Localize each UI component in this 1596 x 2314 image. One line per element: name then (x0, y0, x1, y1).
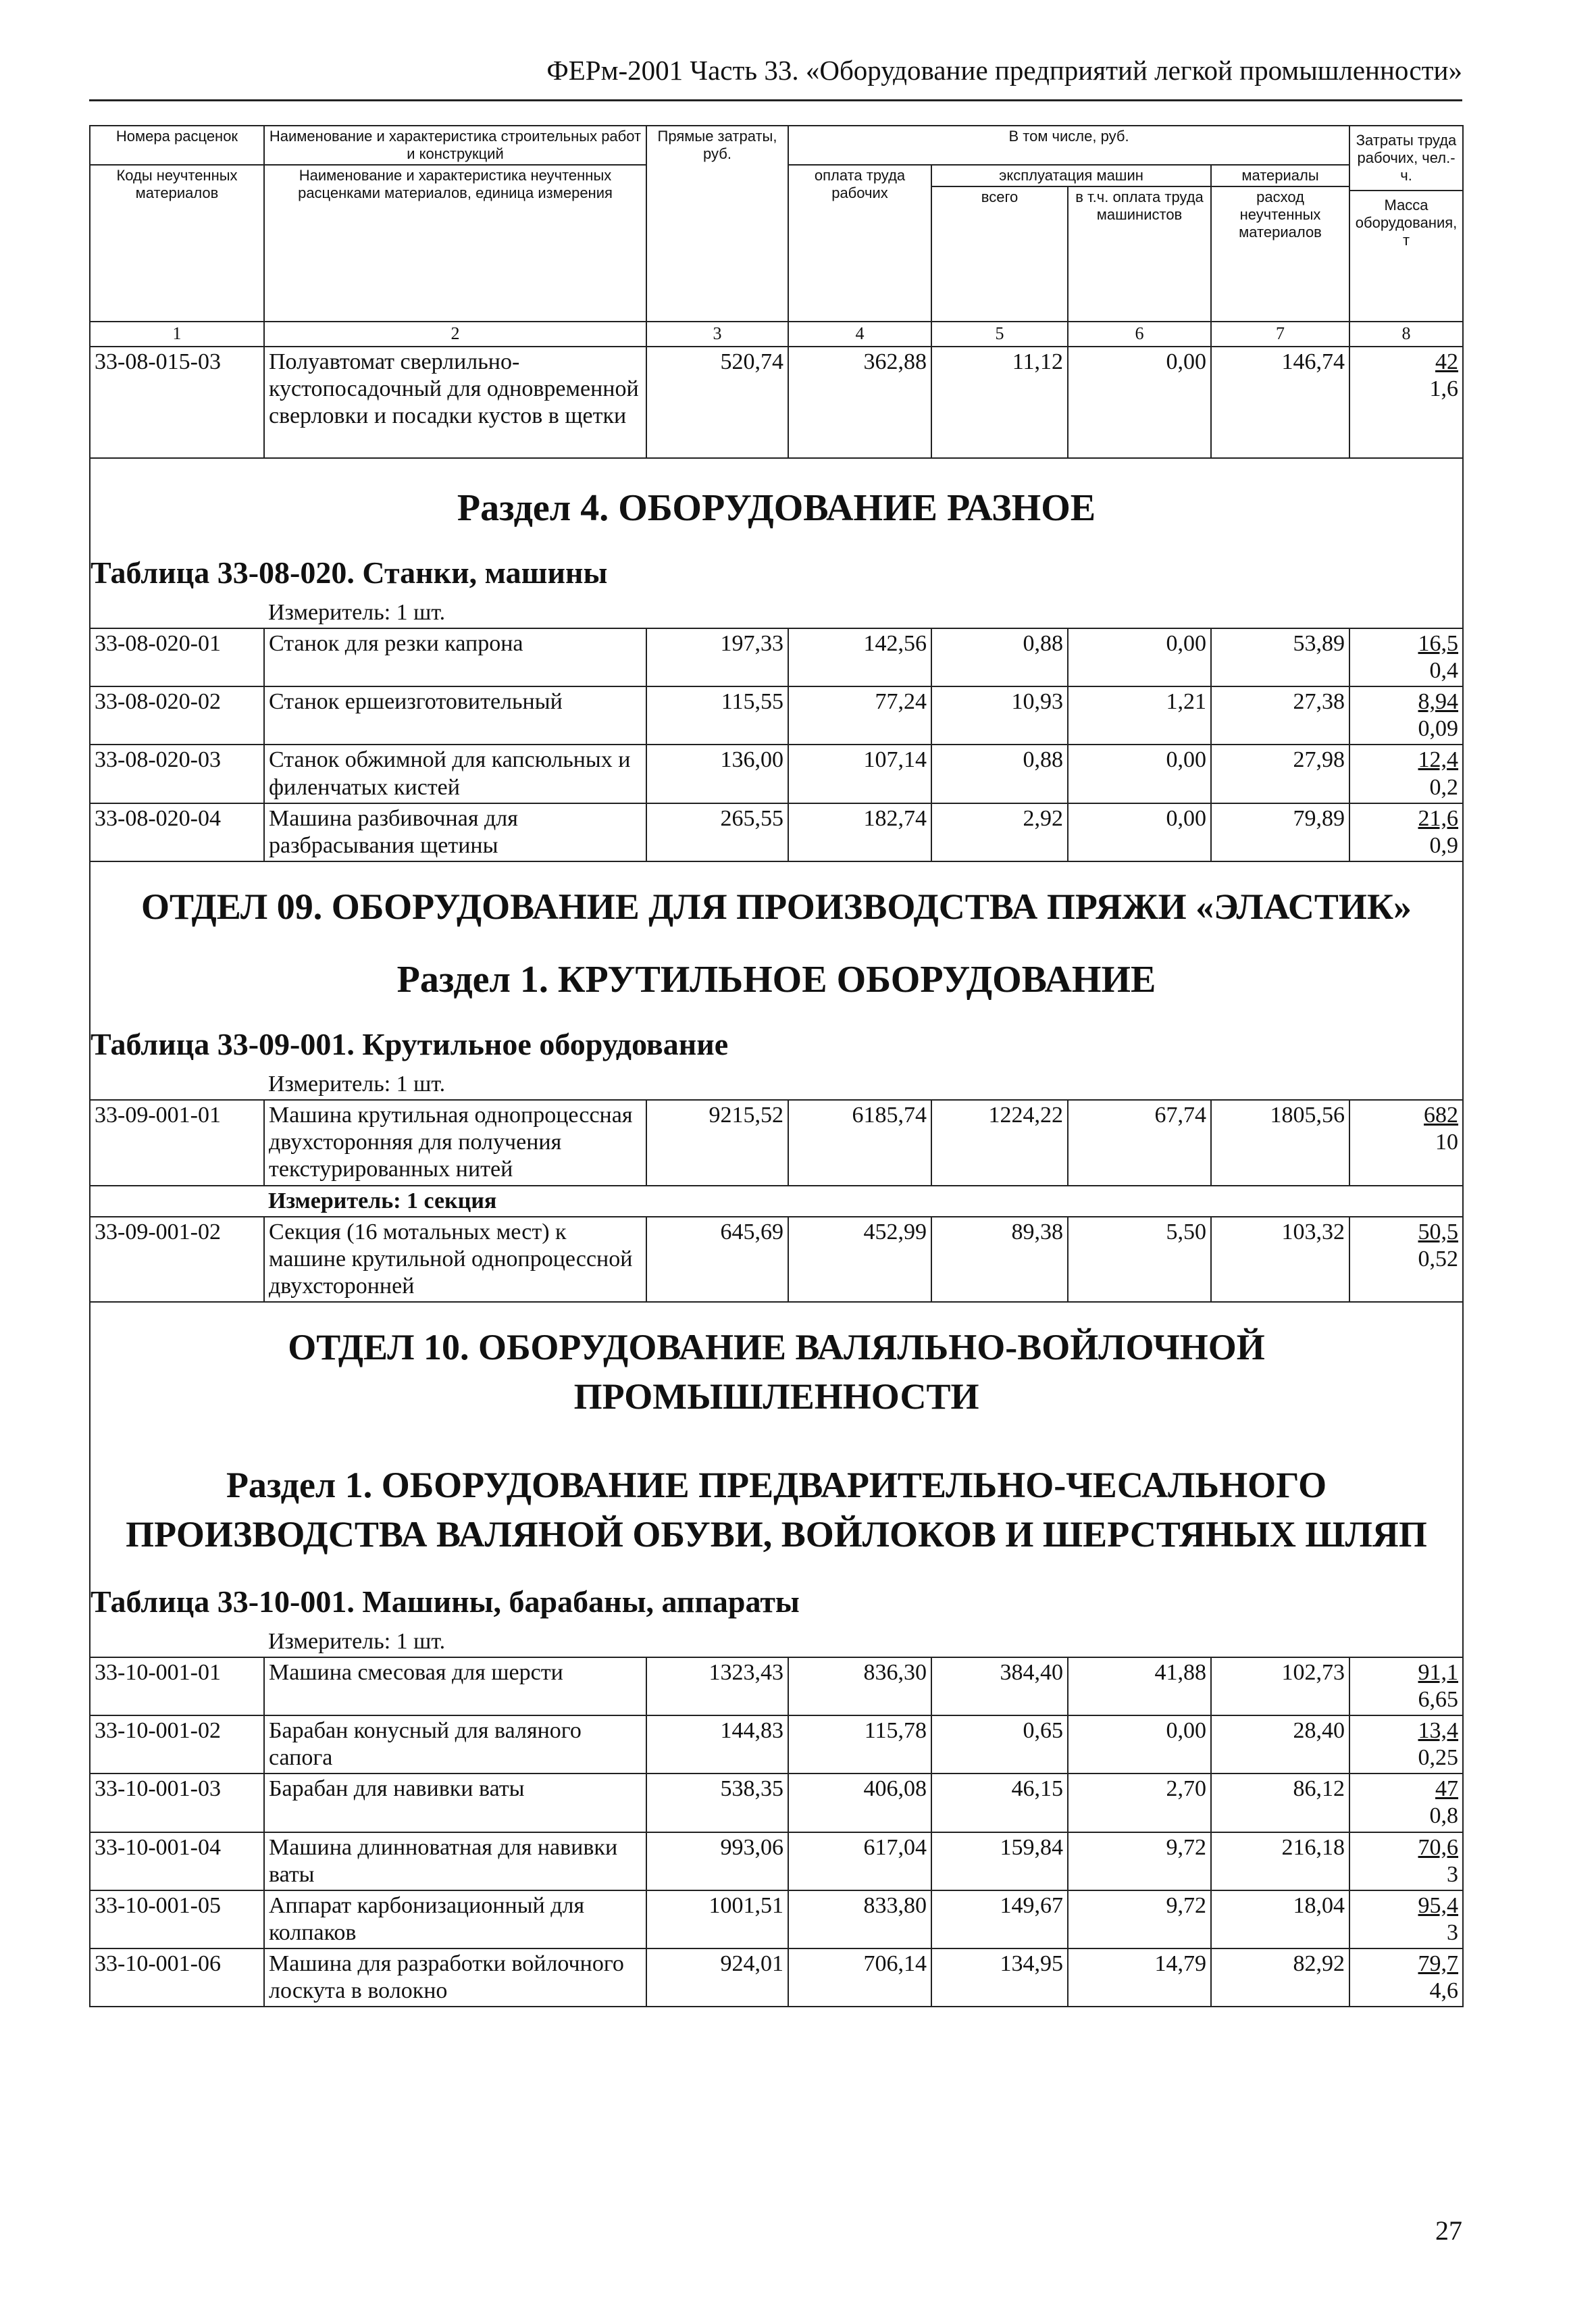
measure-label: Измеритель: 1 секция (264, 1186, 1463, 1217)
row-machines-total: 149,67 (931, 1890, 1068, 1948)
table-row (90, 1774, 1463, 1832)
table-title: Таблица 33-09-001. Крутильное оборудование (91, 1026, 729, 1061)
header-rule (89, 99, 1462, 101)
row-name: Аппарат карбонизационный для колпаков (264, 1890, 646, 1948)
row-materials: 216,18 (1211, 1832, 1349, 1890)
row-machinists: 14,79 (1068, 1948, 1211, 2007)
row-direct: 144,83 (646, 1715, 788, 1774)
row-labor: 42 (1435, 349, 1459, 374)
row-mass: 10 (1435, 1130, 1459, 1155)
row-mass: 0,2 (1429, 774, 1459, 800)
row-direct: 136,00 (646, 745, 788, 803)
col-materials: материалы (1211, 165, 1349, 186)
col-number: 2 (264, 322, 646, 347)
measure-spacer (90, 1186, 264, 1217)
row-labor: 21,6 (1418, 805, 1459, 831)
row-mass: 0,52 (1418, 1246, 1459, 1272)
col-number: 7 (1211, 322, 1349, 347)
row-labor: 95,4 (1418, 1892, 1459, 1918)
row-mass: 3 (1447, 1861, 1459, 1887)
col-number: 5 (931, 322, 1068, 347)
row-mass: 1,6 (1429, 376, 1459, 401)
row-wages: 107,14 (788, 745, 931, 803)
row-code: 33-08-020-04 (90, 803, 264, 861)
row-name: Машина разбивочная для разбрасывания щетины (264, 803, 646, 861)
department-title: ОТДЕЛ 09. ОБОРУДОВАНИЕ ДЛЯ ПРОИЗВОДСТВА ПРЯЖИ «ЭЛАСТИК» (140, 886, 1412, 927)
row-code: 33-10-001-02 (90, 1715, 264, 1774)
row-direct: 924,01 (646, 1948, 788, 2007)
row-materials: 82,92 (1211, 1948, 1349, 2007)
row-machinists: 1,21 (1068, 686, 1211, 745)
row-machines-total: 2,92 (931, 803, 1068, 861)
running-header: ФЕРм-2001 Часть 33. «Оборудование предприятий легкой промышленности» (546, 55, 1462, 86)
col-wages: оплата труда рабочих (788, 165, 931, 322)
row-code: 33-10-001-04 (90, 1832, 264, 1890)
measure-label: Измеритель: 1 шт. (264, 1627, 1463, 1657)
col-labor-mass (1349, 126, 1463, 322)
row-wages: 182,74 (788, 803, 931, 861)
row-name: Барабан конусный для валяного сапога (264, 1715, 646, 1774)
col-machines: эксплуатация машин (931, 165, 1211, 186)
row-labor-mass (1349, 745, 1463, 803)
measure-spacer (90, 1627, 264, 1657)
row-mass: 0,8 (1429, 1803, 1459, 1829)
measure-spacer (90, 598, 264, 628)
row-labor: 12,4 (1418, 747, 1459, 773)
row-direct: 197,33 (646, 628, 788, 686)
row-materials: 103,32 (1211, 1217, 1349, 1302)
section-title: Раздел 1. ОБОРУДОВАНИЕ ПРЕДВАРИТЕЛЬНО-ЧЕСАЛЬНОГО ПРОИЗВОДСТВА ВАЛЯНОЙ ОБУВИ, ВОЙЛОКОВ И ШЕРСТЯНЫХ ШЛЯП (126, 1464, 1427, 1555)
row-labor: 13,4 (1418, 1718, 1459, 1744)
row-materials: 53,89 (1211, 628, 1349, 686)
row-labor-mass (1349, 803, 1463, 861)
row-machines-total: 0,88 (931, 745, 1068, 803)
row-wages: 833,80 (788, 1890, 931, 1948)
table-row (90, 1890, 1463, 1948)
table-title: Таблица 33-10-001. Машины, барабаны, аппараты (91, 1584, 800, 1619)
table-row (90, 1832, 1463, 1890)
row-machinists: 2,70 (1068, 1774, 1211, 1832)
row-materials: 146,74 (1211, 347, 1349, 458)
row-mass: 0,09 (1418, 716, 1459, 742)
col-name-bottom: Наименование и характеристика неучтенных расценками материалов, единица измерения (264, 165, 646, 322)
row-name: Полуавтомат сверлильно-кустопосадочный для одновременной сверловки и посадки кустов в щетки (264, 347, 646, 458)
table-title: Таблица 33-08-020. Станки, машины (91, 555, 608, 590)
department-title: ОТДЕЛ 10. ОБОРУДОВАНИЕ ВАЛЯЛЬНО-ВОЙЛОЧНОЙ ПРОМЫШЛЕННОСТИ (288, 1326, 1265, 1417)
row-machines-total: 10,93 (931, 686, 1068, 745)
col-materials-exp: расход неучтенных материалов (1211, 186, 1349, 322)
row-labor-mass (1349, 628, 1463, 686)
row-code: 33-09-001-01 (90, 1100, 264, 1185)
row-materials: 86,12 (1211, 1774, 1349, 1832)
row-materials: 79,89 (1211, 803, 1349, 861)
row-name: Станок для резки капрона (264, 628, 646, 686)
row-code: 33-08-015-03 (90, 347, 264, 458)
row-code: 33-08-020-03 (90, 745, 264, 803)
table-row (90, 745, 1463, 803)
col-number: 3 (646, 322, 788, 347)
row-name: Машина крутильная однопроцессная двухсторонняя для получения текстурированных нитей (264, 1100, 646, 1185)
row-mass: 6,65 (1418, 1687, 1459, 1713)
col-machines-total: всего (931, 186, 1068, 322)
col-number: 1 (90, 322, 264, 347)
row-labor: 16,5 (1418, 630, 1459, 656)
row-materials: 102,73 (1211, 1657, 1349, 1715)
row-mass: 0,9 (1429, 832, 1459, 858)
col-direct: Прямые затраты, руб. (646, 126, 788, 322)
row-wages: 142,56 (788, 628, 931, 686)
row-machines-total: 384,40 (931, 1657, 1068, 1715)
row-machinists: 0,00 (1068, 347, 1211, 458)
row-mass: 0,25 (1418, 1745, 1459, 1771)
row-labor: 8,94 (1418, 689, 1459, 715)
row-labor-mass (1349, 1217, 1463, 1302)
table-row (90, 1715, 1463, 1774)
row-machinists: 9,72 (1068, 1890, 1211, 1948)
row-machines-total: 159,84 (931, 1832, 1068, 1890)
row-labor: 50,5 (1418, 1219, 1459, 1244)
row-code: 33-08-020-02 (90, 686, 264, 745)
row-materials: 28,40 (1211, 1715, 1349, 1774)
row-wages: 77,24 (788, 686, 931, 745)
row-wages: 406,08 (788, 1774, 931, 1832)
page-number: 27 (1435, 2215, 1462, 2246)
row-wages: 115,78 (788, 1715, 931, 1774)
row-direct: 538,35 (646, 1774, 788, 1832)
section-title: Раздел 1. КРУТИЛЬНОЕ ОБОРУДОВАНИЕ (396, 958, 1156, 1001)
table-row (90, 347, 1463, 458)
row-name: Машина для разработки войлочного лоскута в волокно (264, 1948, 646, 2007)
row-labor-mass (1349, 1774, 1463, 1832)
col-number: 6 (1068, 322, 1211, 347)
col-labor: Затраты труда рабочих, чел.-ч. (1350, 126, 1462, 191)
row-name: Барабан для навивки ваты (264, 1774, 646, 1832)
row-machinists: 67,74 (1068, 1100, 1211, 1185)
row-name: Машина смесовая для шерсти (264, 1657, 646, 1715)
row-machines-total: 0,65 (931, 1715, 1068, 1774)
row-machinists: 0,00 (1068, 745, 1211, 803)
row-labor-mass (1349, 1657, 1463, 1715)
row-materials: 27,38 (1211, 686, 1349, 745)
table-row (90, 1657, 1463, 1715)
row-machinists: 0,00 (1068, 628, 1211, 686)
row-direct: 993,06 (646, 1832, 788, 1890)
row-wages: 452,99 (788, 1217, 931, 1302)
col-number: 8 (1349, 322, 1463, 347)
row-labor: 47 (1435, 1776, 1459, 1802)
row-machines-total: 134,95 (931, 1948, 1068, 2007)
row-labor-mass (1349, 347, 1463, 458)
row-direct: 115,55 (646, 686, 788, 745)
row-machines-total: 0,88 (931, 628, 1068, 686)
row-machinists: 5,50 (1068, 1217, 1211, 1302)
table-row (90, 803, 1463, 861)
row-machines-total: 11,12 (931, 347, 1068, 458)
row-labor-mass (1349, 1890, 1463, 1948)
price-table (89, 125, 1464, 2007)
row-mass: 4,6 (1429, 1978, 1459, 2004)
row-code: 33-10-001-03 (90, 1774, 264, 1832)
col-incl: В том числе, руб. (788, 126, 1349, 165)
row-name: Секция (16 мотальных мест) к машине крутильной однопроцессной двухсторонней (264, 1217, 646, 1302)
row-labor-mass (1349, 1948, 1463, 2007)
table-row (90, 1100, 1463, 1185)
row-direct: 520,74 (646, 347, 788, 458)
table-row (90, 628, 1463, 686)
row-wages: 362,88 (788, 347, 931, 458)
row-machinists: 0,00 (1068, 1715, 1211, 1774)
row-machines-total: 46,15 (931, 1774, 1068, 1832)
row-name: Станок обжимной для капсюльных и филенчатых кистей (264, 745, 646, 803)
row-direct: 265,55 (646, 803, 788, 861)
row-wages: 6185,74 (788, 1100, 931, 1185)
row-mass: 0,4 (1429, 658, 1459, 684)
row-labor-mass (1349, 1100, 1463, 1185)
row-machines-total: 1224,22 (931, 1100, 1068, 1185)
row-labor-mass (1349, 1832, 1463, 1890)
row-direct: 645,69 (646, 1217, 788, 1302)
row-wages: 617,04 (788, 1832, 931, 1890)
row-code: 33-09-001-02 (90, 1217, 264, 1302)
row-machinists: 0,00 (1068, 803, 1211, 861)
row-machinists: 9,72 (1068, 1832, 1211, 1890)
row-code: 33-08-020-01 (90, 628, 264, 686)
row-labor: 79,7 (1418, 1951, 1459, 1976)
row-direct: 9215,52 (646, 1100, 788, 1185)
row-labor: 682 (1424, 1103, 1459, 1128)
row-machines-total: 89,38 (931, 1217, 1068, 1302)
measure-label: Измеритель: 1 шт. (264, 598, 1463, 628)
col-machinists: в т.ч. оплата труда машинистов (1068, 186, 1211, 322)
row-labor-mass (1349, 686, 1463, 745)
table-row (90, 1948, 1463, 2007)
row-machinists: 41,88 (1068, 1657, 1211, 1715)
table-row (90, 1217, 1463, 1302)
row-direct: 1001,51 (646, 1890, 788, 1948)
col-number: 4 (788, 322, 931, 347)
row-code: 33-10-001-05 (90, 1890, 264, 1948)
row-materials: 27,98 (1211, 745, 1349, 803)
row-labor-mass (1349, 1715, 1463, 1774)
row-materials: 1805,56 (1211, 1100, 1349, 1185)
col-num-top: Номера расценок (90, 126, 264, 165)
row-code: 33-10-001-06 (90, 1948, 264, 2007)
row-mass: 3 (1447, 1919, 1459, 1945)
section-title: Раздел 4. ОБОРУДОВАНИЕ РАЗНОЕ (457, 486, 1096, 529)
measure-spacer (90, 1070, 264, 1100)
row-code: 33-10-001-01 (90, 1657, 264, 1715)
row-wages: 706,14 (788, 1948, 931, 2007)
row-name: Машина длинноватная для навивки ваты (264, 1832, 646, 1890)
measure-label: Измеритель: 1 шт. (264, 1070, 1463, 1100)
row-labor: 70,6 (1418, 1834, 1459, 1860)
table-row (90, 686, 1463, 745)
col-mass: Масса оборудования, т (1355, 196, 1458, 249)
row-wages: 836,30 (788, 1657, 931, 1715)
col-num-bottom: Коды неучтенных материалов (90, 165, 264, 322)
col-name-top: Наименование и характеристика строительных работ и конструкций (264, 126, 646, 165)
row-name: Станок ершеизготовительный (264, 686, 646, 745)
row-materials: 18,04 (1211, 1890, 1349, 1948)
row-direct: 1323,43 (646, 1657, 788, 1715)
row-labor: 91,1 (1418, 1659, 1459, 1685)
